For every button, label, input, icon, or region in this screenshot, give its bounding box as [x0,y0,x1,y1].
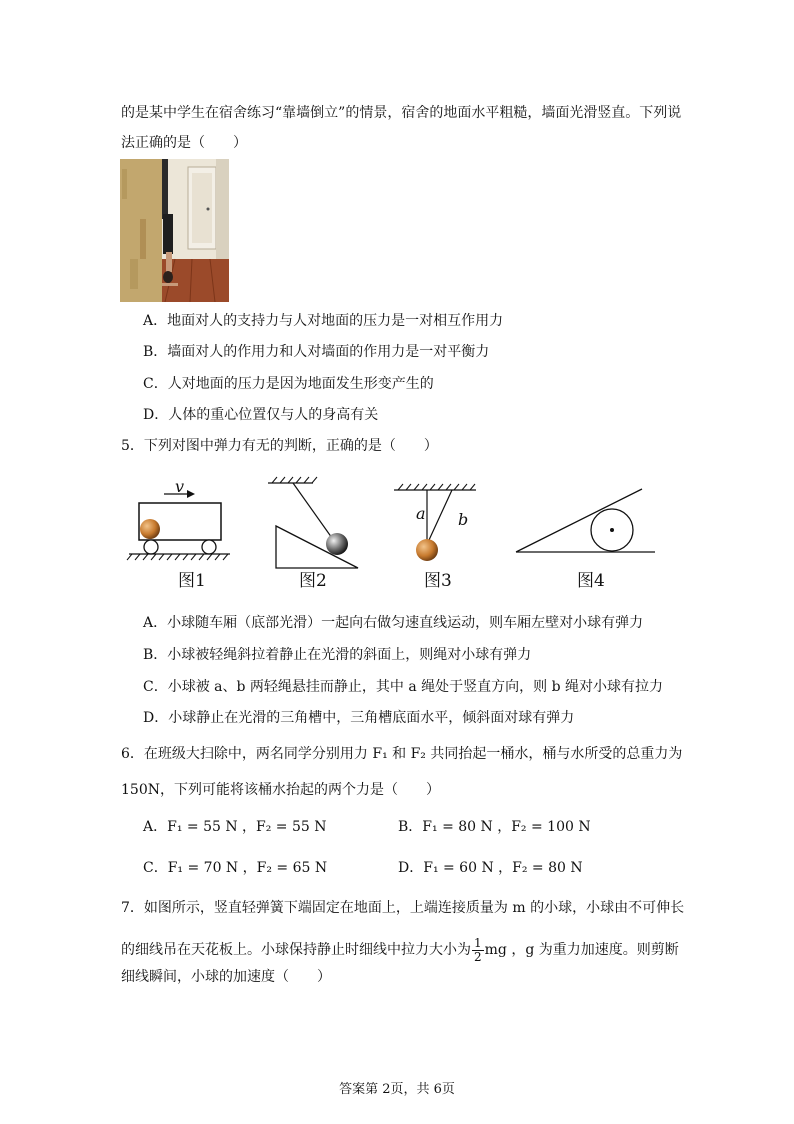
q7-stem-line1: 7．如图所示，竖直轻弹簧下端固定在地面上，上端连接质量为 m 的小球，小球由不可伸长 [121,900,685,916]
q4-stem-line2: 法正确的是（ ） [121,135,247,151]
page-footer: 答案第 2页，共 6页 [339,1082,455,1097]
q6-option-d: D．F₁ = 60 N ，F₂ = 80 N [398,860,583,876]
q4-option-a: A．地面对人的支持力与人对地面的压力是一对相互作用力 [143,313,504,329]
handstand-photo [120,159,229,302]
q7-stem-line2 [121,933,679,967]
q7-stem-line2-tail: mg ，g 为重力加速度。则剪断 [484,942,679,958]
q7-stem-line2-text: 的细线吊在天花板上。小球保持静止时细线中拉力大小为 [121,942,471,958]
fig4-triangular-slot-diagram [516,489,655,552]
q7-stem-line3: 细线瞬间，小球的加速度（ ） [121,969,331,985]
q5-option-a: A．小球随车厢（底部光滑）一起向右做匀速直线运动，则车厢左壁对小球有弹力 [143,615,644,631]
fig4-label: 图4 [577,571,605,591]
fig3-rope-b-label: b [458,510,469,529]
fig2-incline-diagram [268,477,358,568]
q4-option-c: C．人对地面的压力是因为地面发生形变产生的 [143,376,434,392]
fig1-label: 图1 [178,571,206,591]
q6-option-c: C．F₁ = 70 N ，F₂ = 65 N [143,860,328,876]
fig3-rope-a-label: a [416,504,426,523]
q5-option-b: B．小球被轻绳斜拉着静止在光滑的斜面上，则绳对小球有弹力 [143,647,532,663]
fig1-velocity-label: v [175,477,185,496]
q4-stem-line1: 的是某中学生在宿舍练习“靠墙倒立”的情景，宿舍的地面水平粗糙，墙面光滑竖直。下列说 [121,105,682,121]
fig3-label: 图3 [424,571,452,591]
q6-option-b: B．F₁ = 80 N ，F₂ = 100 N [398,819,591,835]
fraction-denominator: 2 [474,949,482,964]
q5-option-c: C．小球被 a、b 两轻绳悬挂而静止，其中 a 绳处于竖直方向，则 b 绳对小球有拉力 [143,679,664,695]
q4-option-d: D．人体的重心位置仅与人的身高有关 [143,407,379,423]
q5-stem: 5．下列对图中弹力有无的判断，正确的是（ ） [121,438,438,454]
q6-option-a: A．F₁ = 55 N ，F₂ = 55 N [143,819,327,835]
fig2-label: 图2 [299,571,327,591]
q5-figures [0,470,794,570]
q4-option-b: B．墙面对人的作用力和人对墙面的作用力是一对平衡力 [143,344,490,360]
q6-stem-line2: 150N，下列可能将该桶水抬起的两个力是（ ） [121,782,440,798]
one-half-fraction [472,937,484,964]
fig1-cart-diagram [127,490,230,560]
fraction-numerator: 1 [474,935,482,950]
q6-stem-line1: 6．在班级大扫除中，两名同学分别用力 F₁ 和 F₂ 共同抬起一桶水，桶与水所受的总重力为 [121,746,683,762]
q5-option-d: D．小球静止在光滑的三角槽中，三角槽底面水平，倾斜面对球有弹力 [143,710,575,726]
